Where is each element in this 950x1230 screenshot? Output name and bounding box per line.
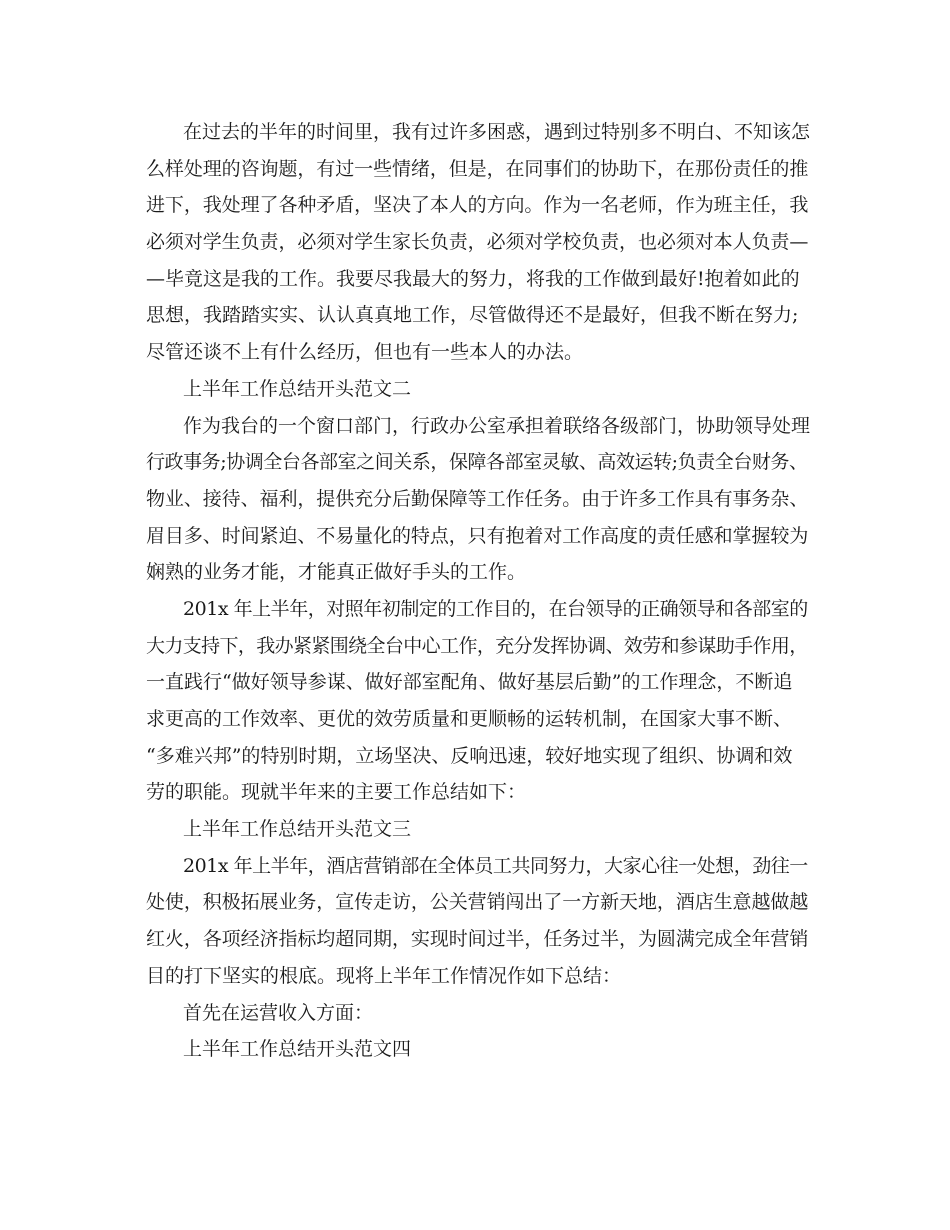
text-line: 劳的职能。现就半年来的主要工作总结如下：: [146, 781, 527, 804]
text-line: 思想，我踏踏实实、认认真真地工作，尽管做得还不是最好，但我不断在努力;: [146, 304, 799, 327]
text-line: “多难兴邦”的特别时期，立场坚决、反响迅速，较好地实现了组织、协调和效: [146, 744, 793, 767]
text-line: 上半年工作总结开头范文四: [183, 1038, 412, 1061]
document-body: [146, 114, 810, 1068]
text-line: 眉目多、时间紧迫、不易量化的特点，只有抱着对工作高度的责任感和掌握较为: [146, 524, 809, 547]
text-line: 求更高的工作效率、更优的效劳质量和更顺畅的运转机制，在国家大事不断、: [146, 708, 793, 730]
text-line: 一直践行“做好领导参谋、做好部室配角、做好基层后勤”的工作理念，不断追: [146, 671, 793, 694]
text-line: 行政事务;协调全台各部室之间关系，保障各部室灵敏、高效运转;负责全台财务、: [146, 451, 808, 474]
text-line: 作为我台的一个窗口部门，行政办公室承担着联络各级部门，协助领导处理: [183, 414, 811, 437]
text-line: 处使，积极拓展业务，宣传走访，公关营销闯出了一方新天地，酒店生意越做越: [146, 891, 809, 914]
text-line: 尽管还谈不上有什么经历，但也有一些本人的办法。: [146, 341, 584, 364]
text-line: 红火，各项经济指标均超同期，实现时间过半，任务过半，为圆满完成全年营销: [146, 928, 809, 951]
text-line: 目的打下坚实的根底。现将上半年工作情况作如下总结：: [146, 964, 622, 987]
text-line: 201x 年上半年，对照年初制定的工作目的，在台领导的正确领导和各部室的: [183, 597, 808, 620]
text-line: 必须对学生负责，必须对学生家长负责，必须对学校负责，也必须对本人负责—: [146, 231, 809, 254]
text-line: —毕竟这是我的工作。我要尽我最大的努力，将我的工作做到最好!抱着如此的: [146, 267, 800, 290]
text-line: 进下，我处理了各种矛盾，坚决了本人的方向。作为一名老师，作为班主任，我: [146, 194, 809, 217]
text-line: 么样处理的咨询题，有过一些情绪，但是，在同事们的协助下，在那份责任的推: [146, 157, 809, 180]
text-line: 在过去的半年的时间里，我有过许多困惑，遇到过特别多不明白、不知该怎: [183, 121, 811, 143]
text-line: 上半年工作总结开头范文三: [183, 818, 412, 841]
text-line: 物业、接待、福利，提供充分后勤保障等工作任务。由于许多工作具有事务杂、: [146, 487, 809, 510]
text-line: 上半年工作总结开头范文二: [183, 377, 412, 400]
text-line: 首先在运营收入方面：: [183, 1001, 374, 1024]
text-line: 大力支持下，我办紧紧围绕全台中心工作，充分发挥协调、效劳和参谋助手作用，: [146, 634, 808, 657]
text-line: 娴熟的业务才能，才能真正做好手头的工作。: [146, 561, 527, 584]
text-line: 201x 年上半年，酒店营销部在全体员工共同努力，大家心往一处想，劲往一: [183, 854, 808, 877]
